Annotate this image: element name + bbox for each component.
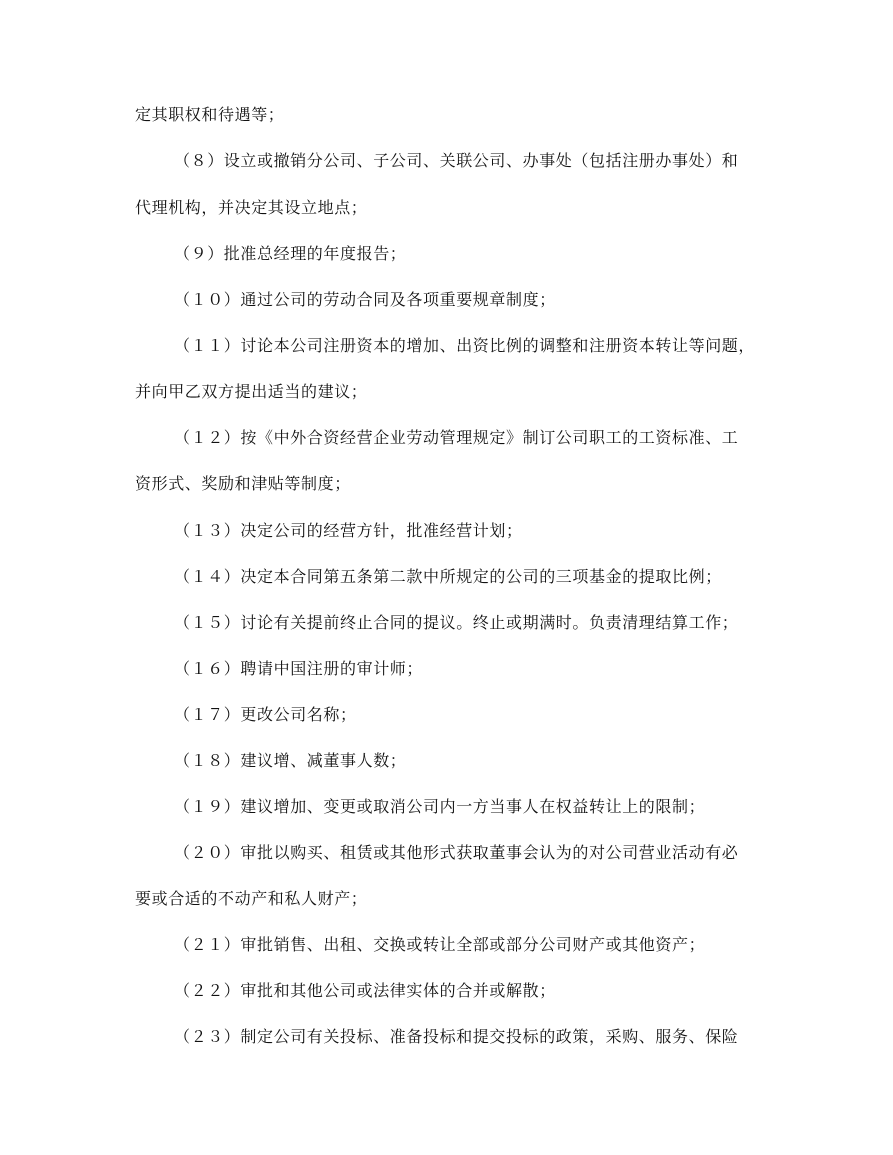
text-line-9: 资形式、奖励和津贴等制度； [135, 474, 351, 493]
text-line-17: （２０）审批以购买、租赁或其他形式获取董事会认为的对公司营业活动有必 [174, 843, 739, 862]
text-line-14: （１７）更改公司名称； [174, 705, 357, 724]
text-line-7: 并向甲乙双方提出适当的建议； [135, 382, 368, 401]
text-line-21: （２３）制定公司有关投标、准备投标和提交投标的政策，采购、服务、保险 [174, 1027, 739, 1046]
text-line-8: （１２）按《中外合资经营企业劳动管理规定》制订公司职工的工资标准、工 [174, 428, 739, 447]
text-line-4: （９）批准总经理的年度报告； [174, 244, 407, 263]
text-line-11: （１４）决定本合同第五条第二款中所规定的公司的三项基金的提取比例； [174, 567, 722, 586]
text-line-12: （１５）讨论有关提前终止合同的提议。终止或期满时。负责清理结算工作； [174, 613, 739, 632]
text-line-18: 要或合适的不动产和私人财产； [135, 889, 368, 908]
text-line-15: （１８）建议增、减董事人数； [174, 751, 407, 770]
text-line-1: 定其职权和待遇等； [135, 105, 285, 124]
text-line-3: 代理机构，并决定其设立地点； [135, 198, 368, 217]
text-line-5: （１０）通过公司的劳动合同及各项重要规章制度； [174, 290, 556, 309]
text-line-2: （８）设立或撤销分公司、子公司、关联公司、办事处（包括注册办事处）和 [174, 151, 739, 170]
text-line-6: （１１）讨论本公司注册资本的增加、出资比例的调整和注册资本转让等问题， [174, 336, 756, 355]
text-line-19: （２１）审批销售、出租、交换或转让全部或部分公司财产或其他资产； [174, 935, 706, 954]
text-line-20: （２２）审批和其他公司或法律实体的合并或解散； [174, 981, 556, 1000]
text-line-10: （１３）决定公司的经营方针，批准经营计划； [174, 521, 523, 540]
text-line-16: （１９）建议增加、变更或取消公司内一方当事人在权益转让上的限制； [174, 797, 706, 816]
text-line-13: （１６）聘请中国注册的审计师； [174, 659, 424, 678]
